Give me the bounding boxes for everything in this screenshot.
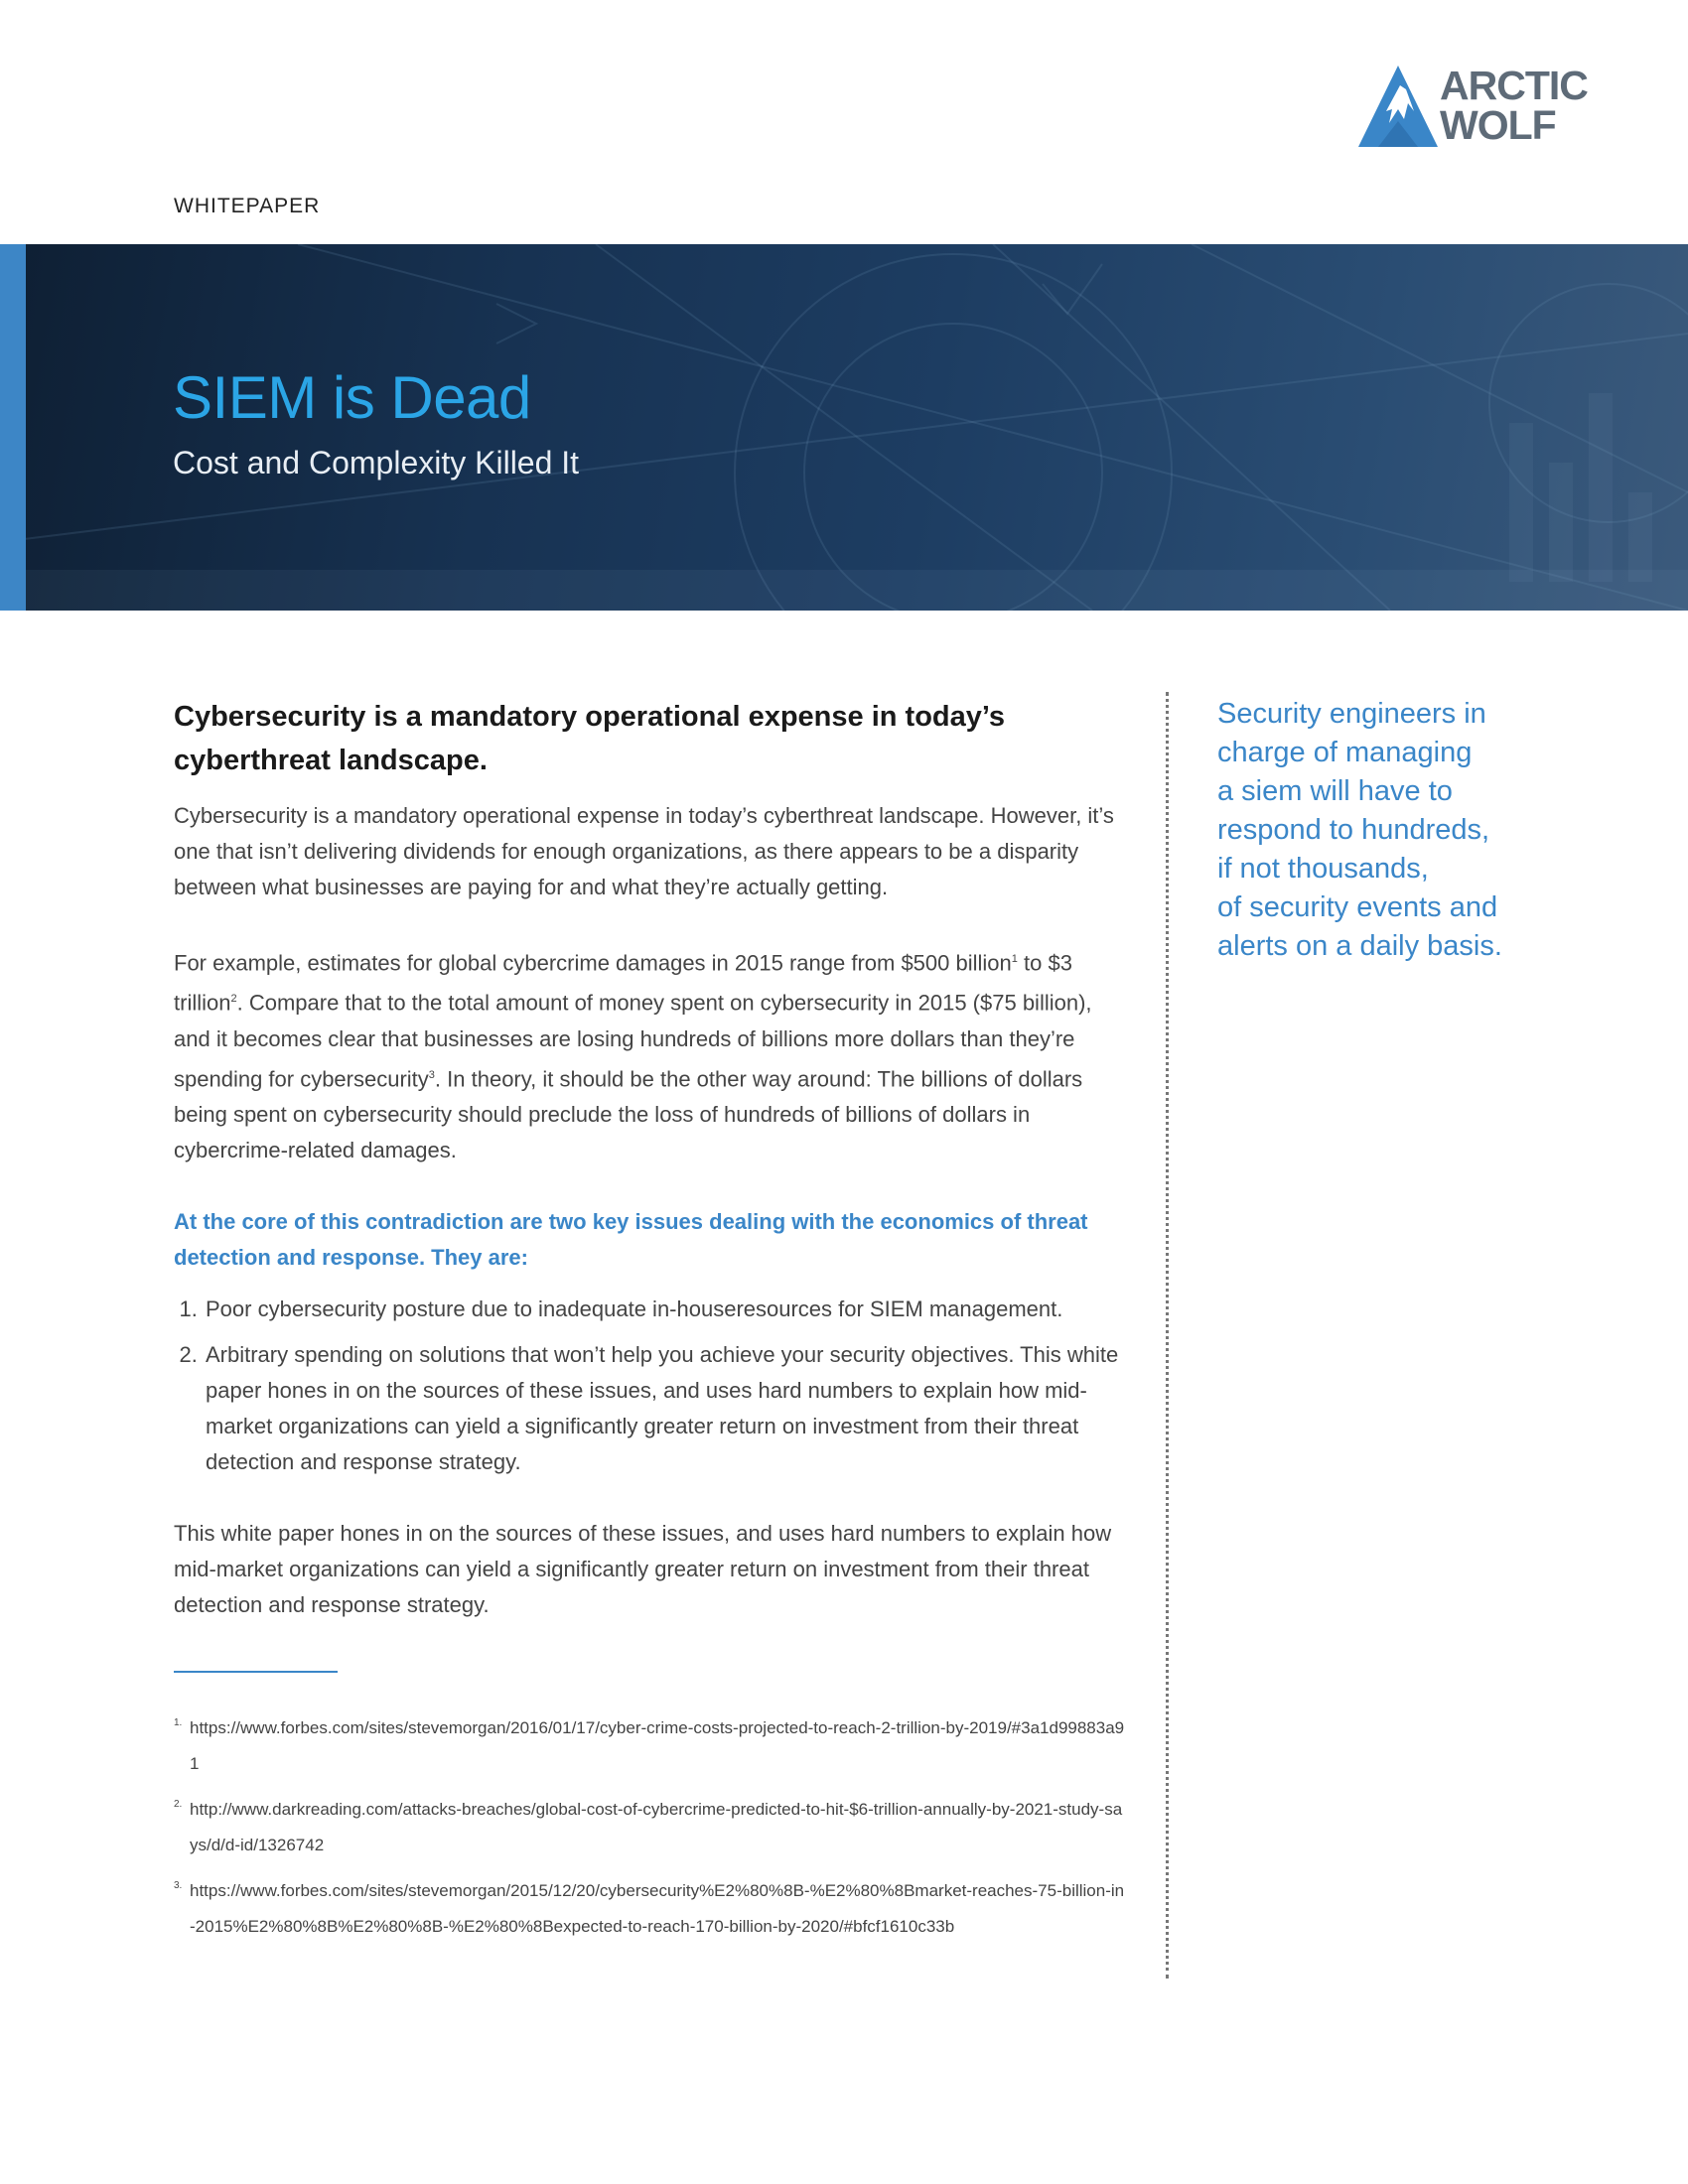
arctic-wolf-logo xyxy=(1356,64,1590,149)
intro-paragraph: Cybersecurity is a mandatory operational expense in today’s cyberthreat landscape. However, it’s one that isn’t delivering dividends for enough organizations, as there appears to be a disparity between what businesses are paying for and what they’re actually getting. xyxy=(174,803,1114,899)
section-heading: Cybersecurity is a mandatory operational expense in today’s cyberthreat landscape. xyxy=(174,701,1005,776)
hero-accent-bar xyxy=(0,244,26,611)
document-type-label: WHITEPAPER xyxy=(174,195,321,217)
main-content xyxy=(174,695,1127,1955)
pull-quote-line: if not thousands, xyxy=(1217,853,1429,885)
list-item: 2. Arbitrary spending on solutions that won’t help you achieve your security objectives. This white paper hones in on the sources of these issues, and uses hard numbers to explain how mid-market organizations can yield a significantly greater return on investment from their threat detection and response strategy. xyxy=(204,1337,1127,1480)
damages-text-1: For example, estimates for global cybercrime damages in 2015 range from $500 billion xyxy=(174,950,1012,976)
footnote-link[interactable]: https://www.forbes.com/sites/stevemorgan/2016/01/17/cyber-crime-costs-projected-to-reach-2-trillion-by-2019/#3a1d99883a91 xyxy=(190,1717,1125,1773)
pull-quote-line: a siem will have to xyxy=(1217,775,1453,807)
footnote-number: 1. xyxy=(174,1716,183,1728)
footnote-number: 2. xyxy=(174,1798,183,1810)
pull-quote-line: of security events and xyxy=(1217,891,1498,923)
pull-quote-line: charge of managing xyxy=(1217,737,1473,768)
hero-banner xyxy=(0,244,1688,611)
pull-quote-line: respond to hundreds, xyxy=(1217,814,1490,846)
damages-text-4: . In theory, it should be the other way around: The billions of dollars being spent on cybersecurity should preclude the loss of hundreds of billions of dollars in cybercrime-related damages. xyxy=(174,1065,1083,1162)
brand-name-line2: WOLF xyxy=(1440,102,1556,148)
footnote-ref-2[interactable]: 2 xyxy=(230,993,237,1006)
conclusion-paragraph: This white paper hones in on the sources of these issues, and uses hard numbers to explain how mid-market organizations can yield a significantly greater return on investment from their threat detection and response strategy. xyxy=(174,1520,1112,1617)
footnote-2 xyxy=(174,1792,1127,1863)
footnote-3 xyxy=(174,1873,1127,1945)
footnote-number: 3. xyxy=(174,1879,183,1891)
page-subtitle: Cost and Complexity Killed It xyxy=(173,445,580,480)
key-issues-callout: At the core of this contradiction are two key issues dealing with the economics of threat detection and response. They are: xyxy=(174,1208,1088,1270)
footnote-link[interactable]: https://www.forbes.com/sites/stevemorgan/2015/12/20/cybersecurity%E2%80%8B-%E2%80%8Bmarket-reaches-75-billion-in-2015%E2%80%8B%E2%80%8B-%E2%80%8Bexpected-to-reach-170-billion-by-2020/#bfcf1610c33b xyxy=(190,1880,1125,1936)
footnote-ref-1[interactable]: 1 xyxy=(1011,953,1018,965)
list-item: 1. Poor cybersecurity posture due to inadequate in-houseresources for SIEM management. xyxy=(204,1292,1127,1327)
pull-quote xyxy=(1217,695,1555,966)
damages-paragraph xyxy=(174,941,1127,1168)
brand-name-line1: ARCTIC xyxy=(1440,63,1588,108)
footnote-link[interactable]: http://www.darkreading.com/attacks-breaches/global-cost-of-cybercrime-predicted-to-hit-$6-trillion-annually-by-2021-study-says/d/d-id/1326742 xyxy=(190,1799,1123,1854)
column-divider xyxy=(1166,692,1169,1979)
pull-quote-line: Security engineers in xyxy=(1217,698,1486,730)
footnote-1 xyxy=(174,1710,1127,1782)
damages-text-3: . Compare that to the total amount of money spent on cybersecurity in 2015 ($75 billion), and it becomes clear that businesses are losing hundreds of billions more dollars than they’re spending for cybersecurity xyxy=(174,990,1092,1091)
footnote-divider xyxy=(174,1671,338,1673)
wolf-mountain-logo-icon xyxy=(1356,64,1440,149)
footnote-ref-3[interactable]: 3 xyxy=(428,1068,435,1081)
page-title: SIEM is Dead xyxy=(173,364,531,431)
pull-quote-line: alerts on a daily basis. xyxy=(1217,930,1502,962)
key-issues-list xyxy=(174,1292,1127,1480)
brand-wordmark xyxy=(1440,63,1588,148)
damages-text-2: to $3 trillion xyxy=(174,950,1072,1016)
